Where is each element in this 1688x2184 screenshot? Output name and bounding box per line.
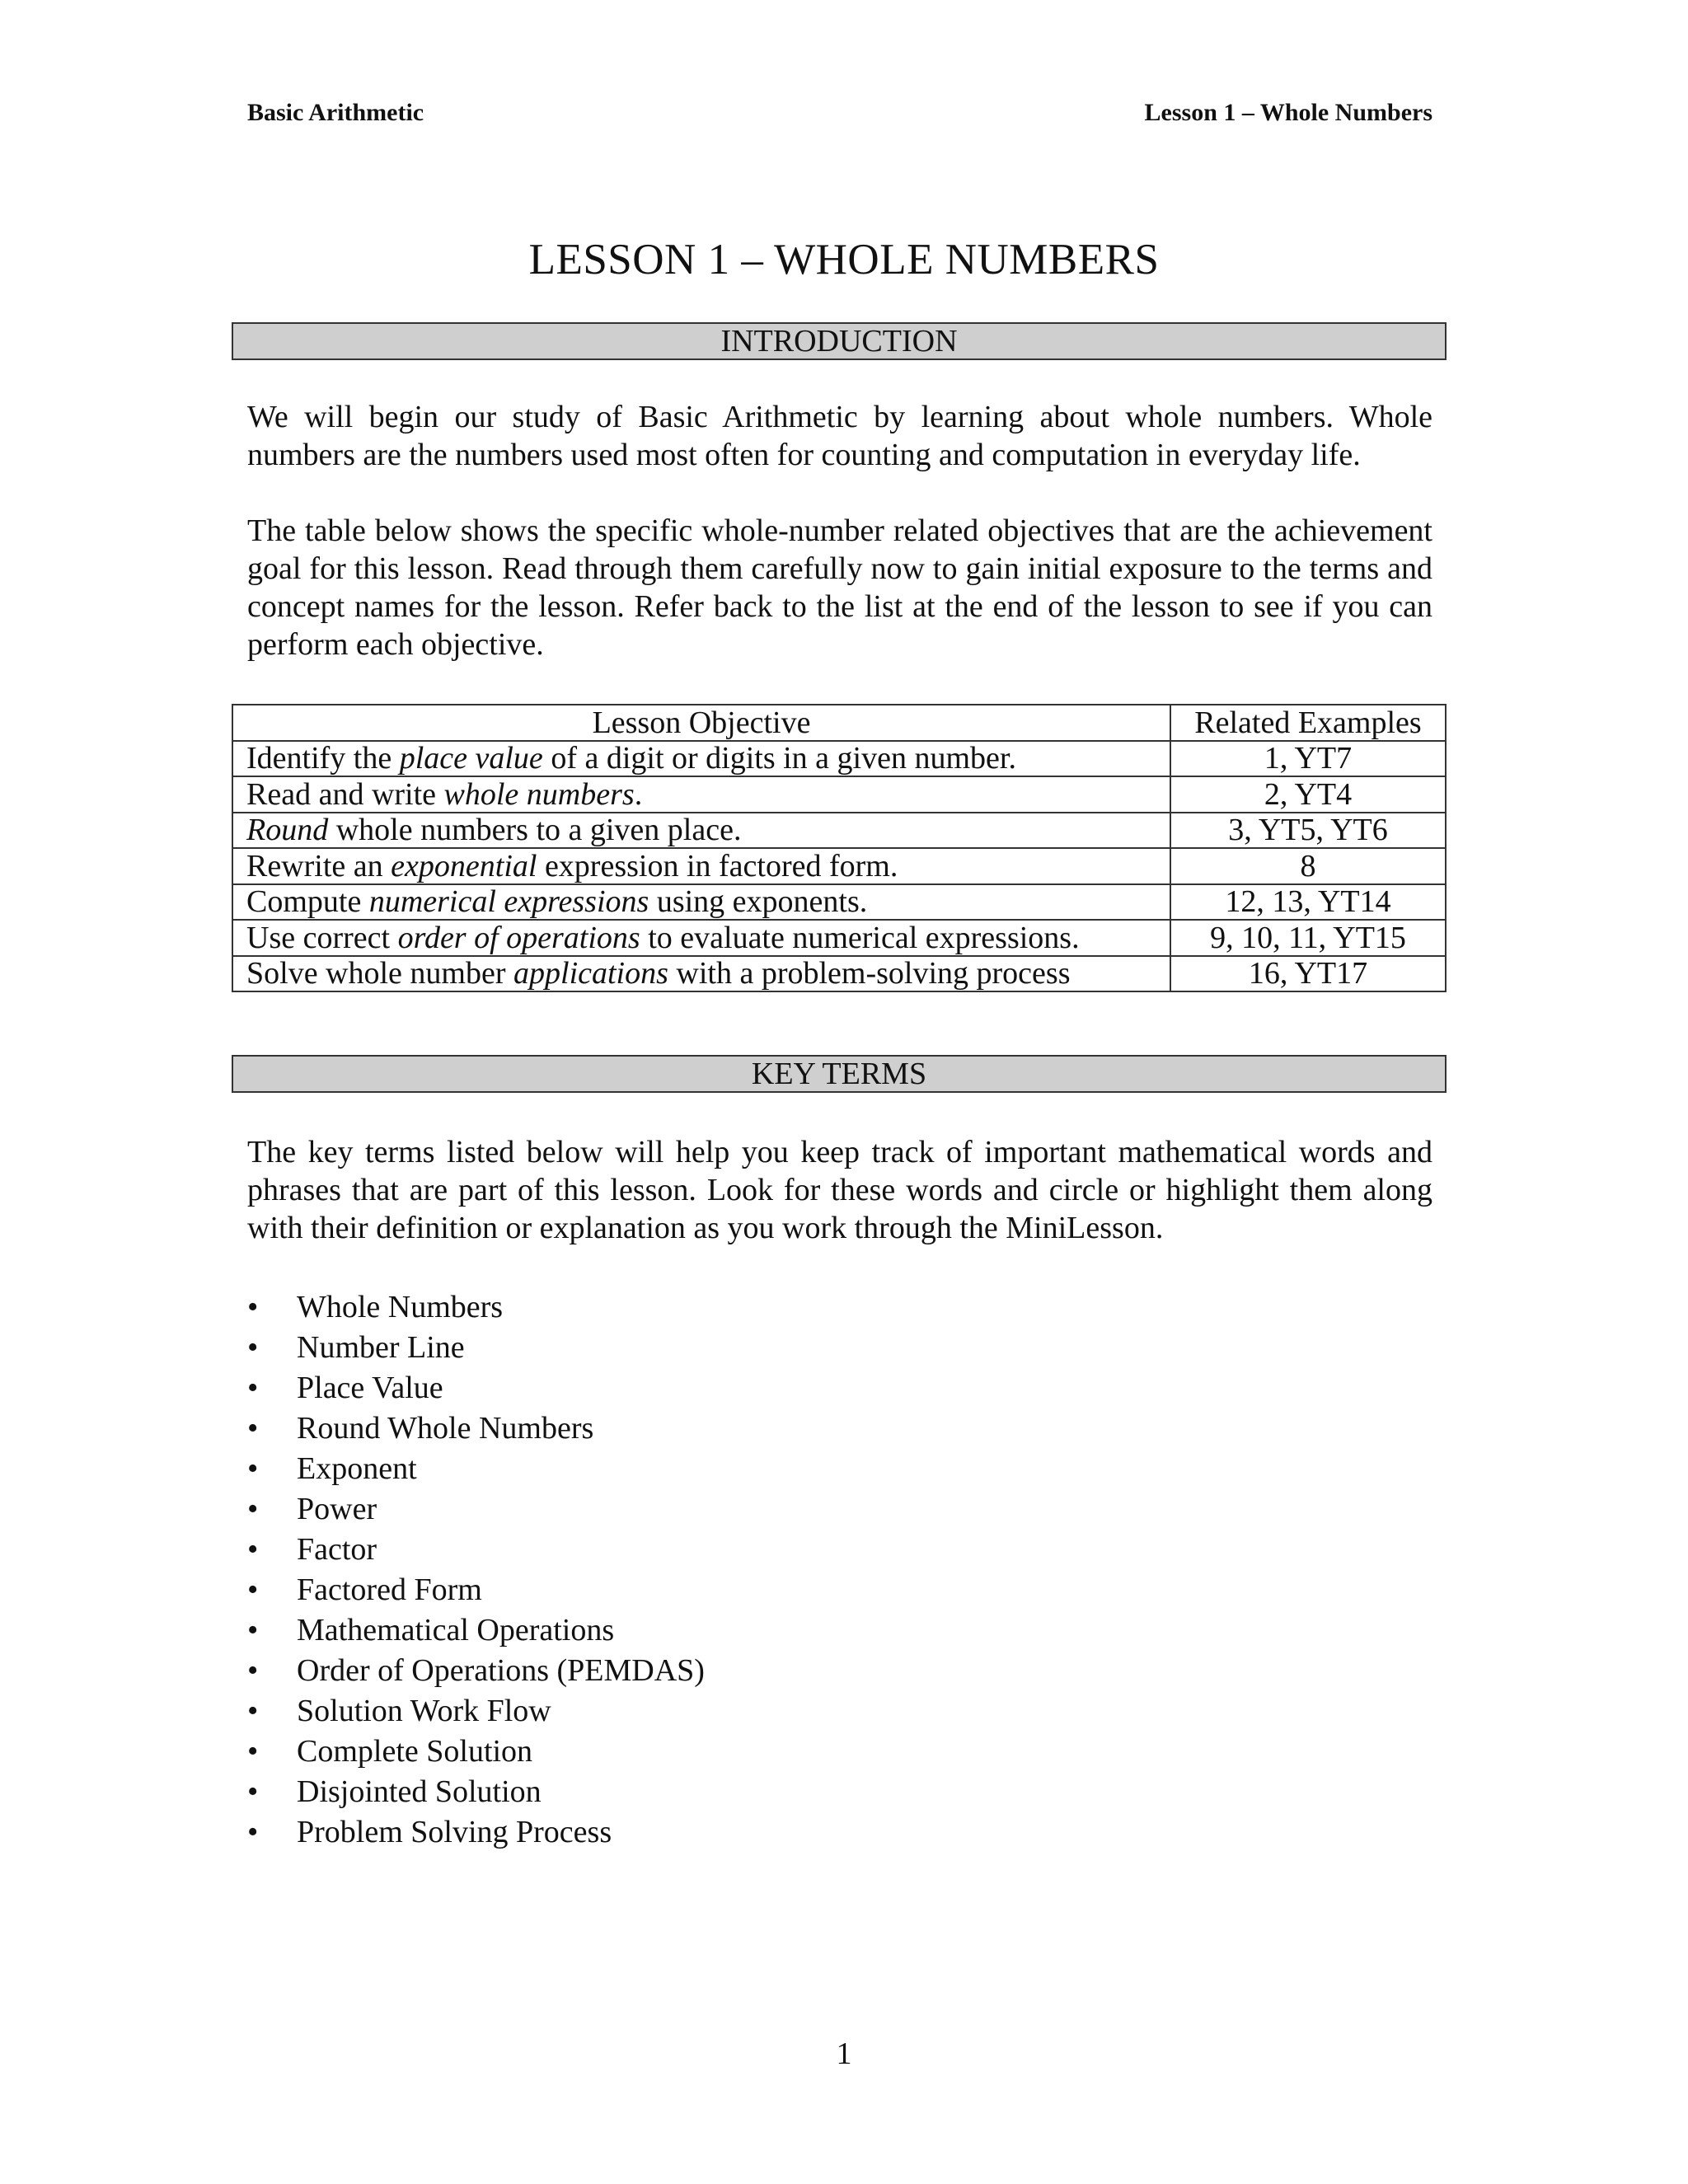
objective-key-phrase: numerical expressions: [368, 884, 649, 920]
table-header-row: [232, 705, 1446, 741]
table-row: [232, 813, 1446, 849]
table-row: [232, 776, 1446, 813]
table-row: [232, 884, 1446, 921]
intro-paragraph-2: The table below shows the specific whole-number related objectives that are the achievement goal for this lesson. Read through them carefully now to gain initial exposure to the terms and concept names for the lesson. Refer back to the list at the end of the lesson to see if you can perform each objective.: [247, 513, 1432, 662]
bullet-icon: •: [247, 1734, 259, 1769]
objective-text: Solve whole number: [246, 956, 514, 991]
objective-text: Identify the: [246, 741, 400, 776]
bullet-icon: •: [247, 1411, 259, 1446]
key-term: Whole Numbers: [297, 1290, 504, 1324]
key-terms-paragraph: The key terms listed below will help you keep track of important mathematical words and phrases that are part of this lesson. Look for these words and circle or highlight them along with their definition or explanation as you work through the MiniLesson.: [247, 1135, 1432, 1245]
bullet-icon: •: [247, 1290, 259, 1324]
bullet-icon: •: [247, 1815, 259, 1849]
column-header-objective: Lesson Objective: [232, 705, 1170, 741]
key-term: Complete Solution: [297, 1734, 533, 1769]
key-term: Disjointed Solution: [297, 1774, 542, 1809]
related-examples-cell: 2, YT4: [1170, 776, 1446, 813]
key-term: Mathematical Operations: [297, 1613, 615, 1647]
key-term: Round Whole Numbers: [297, 1411, 594, 1446]
bullet-icon: •: [247, 1330, 259, 1365]
list-item: [247, 1570, 705, 1610]
objective-text: Read and write: [246, 776, 444, 812]
key-term: Exponent: [297, 1451, 417, 1486]
list-item: [247, 1287, 705, 1328]
key-term: Factor: [297, 1532, 377, 1567]
bullet-icon: •: [247, 1694, 259, 1728]
objective-cell: [232, 884, 1170, 921]
table-row: [232, 741, 1446, 777]
column-header-examples: Related Examples: [1170, 705, 1446, 741]
objective-text: Use correct: [246, 920, 398, 955]
intro-paragraph-1: We will begin our study of Basic Arithmetic by learning about whole numbers. Whole numbers are the numbers used most often for counting and computation in everyday life.: [247, 400, 1432, 472]
key-term: Number Line: [297, 1330, 465, 1365]
list-item: [247, 1449, 705, 1489]
objective-text: Compute: [246, 884, 369, 920]
objective-cell: [232, 741, 1170, 777]
list-item: [247, 1812, 705, 1853]
list-item: [247, 1610, 705, 1651]
objective-text: Rewrite an: [246, 848, 392, 883]
bullet-icon: •: [247, 1532, 259, 1567]
list-item: [247, 1772, 705, 1812]
bullet-icon: •: [247, 1653, 259, 1688]
objective-text: with a problem-solving process: [668, 956, 1071, 991]
bullet-icon: •: [247, 1492, 259, 1526]
list-item: [247, 1408, 705, 1449]
bullet-icon: •: [247, 1774, 259, 1809]
table-row: [232, 956, 1446, 992]
objective-cell: [232, 956, 1170, 992]
key-term: Factored Form: [297, 1572, 482, 1607]
bullet-icon: •: [247, 1451, 259, 1486]
objective-key-phrase: order of operations: [397, 920, 640, 955]
objective-key-phrase: Round: [246, 813, 329, 848]
objective-cell: [232, 920, 1170, 956]
page-number: 1: [836, 2036, 852, 2071]
objective-cell: [232, 813, 1170, 849]
related-examples-cell: 9, 10, 11, YT15: [1170, 920, 1446, 956]
key-term: Power: [297, 1492, 377, 1526]
running-header-left: Basic Arithmetic: [247, 99, 424, 126]
table-row: [232, 848, 1446, 884]
objective-text: .: [634, 776, 643, 812]
key-term: Order of Operations (PEMDAS): [297, 1653, 705, 1688]
list-item: [247, 1530, 705, 1570]
key-term: Solution Work Flow: [297, 1694, 551, 1728]
objective-key-phrase: exponential: [391, 848, 537, 883]
objective-cell: [232, 776, 1170, 813]
bullet-icon: •: [247, 1371, 259, 1405]
related-examples-cell: 8: [1170, 848, 1446, 884]
list-item: [247, 1328, 705, 1368]
objectives-table-body: [232, 741, 1446, 992]
key-terms-heading: KEY TERMS: [232, 1055, 1447, 1093]
page-title: LESSON 1 – WHOLE NUMBERS: [528, 236, 1160, 284]
running-header-right: Lesson 1 – Whole Numbers: [1144, 99, 1432, 126]
list-item: [247, 1489, 705, 1530]
objective-cell: [232, 848, 1170, 884]
list-item: [247, 1651, 705, 1691]
list-item: [247, 1368, 705, 1408]
introduction-heading: INTRODUCTION: [232, 322, 1447, 360]
objectives-table: [232, 704, 1447, 992]
objective-text: to evaluate numerical expressions.: [640, 920, 1080, 955]
objective-key-phrase: applications: [513, 956, 668, 991]
list-item: [247, 1732, 705, 1772]
related-examples-cell: 3, YT5, YT6: [1170, 813, 1446, 849]
key-terms-list: [247, 1287, 705, 1853]
related-examples-cell: 1, YT7: [1170, 741, 1446, 777]
objective-text: whole numbers to a given place.: [328, 813, 742, 848]
objective-key-phrase: place value: [399, 741, 543, 776]
objective-text: expression in factored form.: [537, 848, 898, 883]
bullet-icon: •: [247, 1613, 259, 1647]
list-item: [247, 1691, 705, 1732]
objective-text: of a digit or digits in a given number.: [542, 741, 1016, 776]
objective-text: using exponents.: [649, 884, 868, 920]
related-examples-cell: 16, YT17: [1170, 956, 1446, 992]
key-term: Place Value: [297, 1371, 443, 1405]
key-term: Problem Solving Process: [297, 1815, 612, 1849]
objective-key-phrase: whole numbers: [443, 776, 635, 812]
related-examples-cell: 12, 13, YT14: [1170, 884, 1446, 921]
table-row: [232, 920, 1446, 956]
bullet-icon: •: [247, 1572, 259, 1607]
